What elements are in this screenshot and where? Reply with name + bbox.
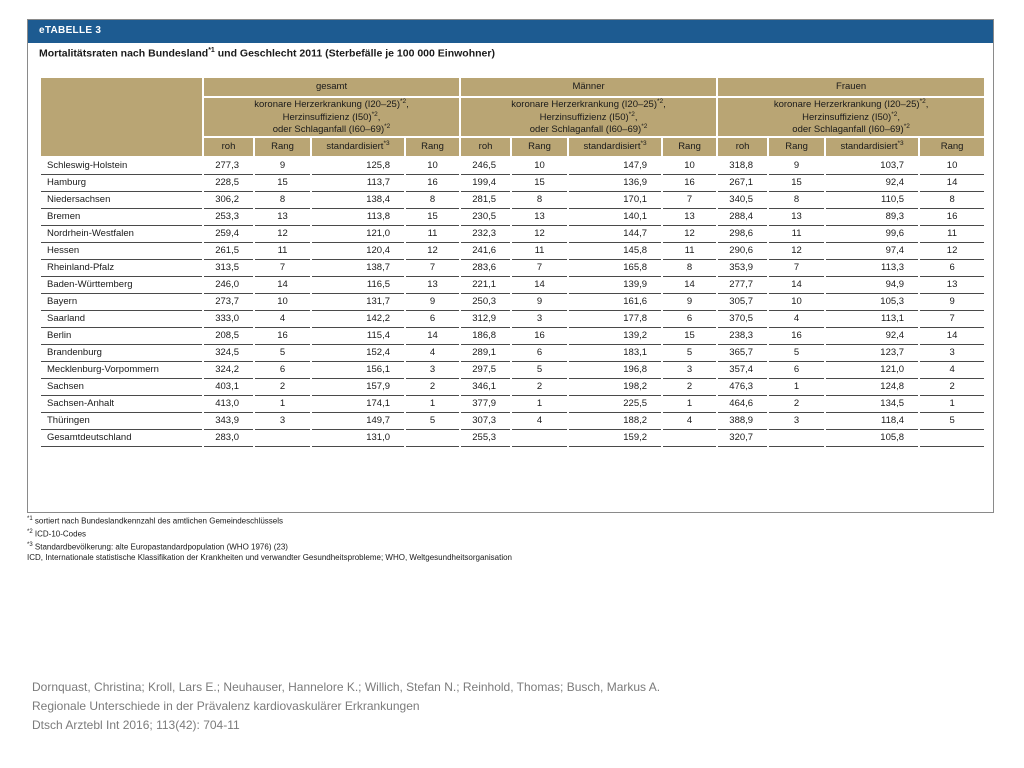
subheader-roh: roh — [203, 137, 254, 157]
value-cell: 97,4 — [825, 242, 919, 259]
value-cell: 170,1 — [568, 191, 662, 208]
row-label: Bremen — [40, 208, 203, 225]
value-cell: 333,0 — [203, 310, 254, 327]
footnote-text: ICD-10-Codes — [32, 529, 87, 539]
rank-cell: 2 — [511, 378, 568, 395]
value-cell: 476,3 — [717, 378, 768, 395]
rank-cell: 8 — [768, 191, 825, 208]
rank-cell: 14 — [919, 174, 985, 191]
row-label: Brandenburg — [40, 344, 203, 361]
rank-cell: 1 — [768, 378, 825, 395]
rank-cell: 11 — [919, 225, 985, 242]
value-cell: 261,5 — [203, 242, 254, 259]
row-label: Thüringen — [40, 412, 203, 429]
row-label: Mecklenburg-Vorpommern — [40, 361, 203, 378]
group-title-gesamt: gesamt — [203, 77, 460, 97]
table-row — [40, 361, 985, 378]
rank-cell: 7 — [919, 310, 985, 327]
value-cell: 208,5 — [203, 327, 254, 344]
footnotes — [27, 514, 512, 564]
rank-cell: 15 — [768, 174, 825, 191]
value-cell: 283,6 — [460, 259, 511, 276]
value-cell: 188,2 — [568, 412, 662, 429]
value-cell: 183,1 — [568, 344, 662, 361]
footnote-ref: *2 — [399, 98, 407, 105]
rank-cell: 7 — [405, 259, 460, 276]
group-description-line: koronare Herzerkrankung (I20–25) — [511, 99, 658, 111]
header-corner — [40, 77, 203, 157]
value-cell: 246,0 — [203, 276, 254, 293]
value-cell: 149,7 — [311, 412, 405, 429]
value-cell: 324,2 — [203, 361, 254, 378]
subheader-roh: roh — [717, 137, 768, 157]
rank-cell: 16 — [405, 174, 460, 191]
group-description-line: oder Schlaganfall (I60–69) — [792, 124, 904, 136]
footnote — [27, 553, 512, 564]
row-label: Bayern — [40, 293, 203, 310]
rank-cell: 5 — [768, 344, 825, 361]
rank-cell: 9 — [919, 293, 985, 310]
value-cell: 124,8 — [825, 378, 919, 395]
value-cell: 198,2 — [568, 378, 662, 395]
rank-cell: 11 — [662, 242, 717, 259]
row-label: Baden-Württemberg — [40, 276, 203, 293]
table-row — [40, 429, 985, 446]
rank-cell: 8 — [919, 191, 985, 208]
group-description-line: Herzinsuffizienz (I50) — [802, 111, 892, 123]
subheader-standardisiert: standardisiert$^{*3}$ — [568, 137, 662, 157]
footnote-marker: *3 — [27, 542, 33, 549]
value-cell: 238,3 — [717, 327, 768, 344]
rank-cell: 7 — [254, 259, 311, 276]
table-label: eTABELLE 3 — [39, 25, 102, 36]
rank-cell: 11 — [254, 242, 311, 259]
value-cell: 140,1 — [568, 208, 662, 225]
rank-cell: 6 — [405, 310, 460, 327]
rank-cell: 5 — [405, 412, 460, 429]
group-description-line: koronare Herzerkrankung (I20–25) — [254, 99, 400, 111]
value-cell: 283,0 — [203, 429, 254, 446]
rank-cell: 14 — [405, 327, 460, 344]
rank-cell: 16 — [662, 174, 717, 191]
rank-cell: 10 — [254, 293, 311, 310]
rank-cell: 7 — [662, 191, 717, 208]
rank-cell: 12 — [662, 225, 717, 242]
value-cell: 343,9 — [203, 412, 254, 429]
rank-cell: 11 — [511, 242, 568, 259]
value-cell: 105,3 — [825, 293, 919, 310]
table-row — [40, 344, 985, 361]
rank-cell: 16 — [511, 327, 568, 344]
table-row — [40, 412, 985, 429]
value-cell: 139,2 — [568, 327, 662, 344]
subheader-rang: Rang — [919, 137, 985, 157]
footnote-text: sortiert nach Bundeslandkennzahl des amtlichen Gemeindeschlüssels — [32, 516, 284, 526]
rank-cell: 2 — [254, 378, 311, 395]
rank-cell: 4 — [919, 361, 985, 378]
value-cell: 156,1 — [311, 361, 405, 378]
rank-cell — [405, 429, 460, 446]
rank-cell: 15 — [662, 327, 717, 344]
table-row — [40, 276, 985, 293]
footnote-marker: *2 — [27, 529, 33, 536]
footnote-ref: *2 — [641, 123, 648, 131]
rank-cell: 9 — [405, 293, 460, 310]
table-row — [40, 293, 985, 310]
mortality-table — [39, 76, 986, 447]
rank-cell: 4 — [405, 344, 460, 361]
rank-cell: 1 — [919, 395, 985, 412]
value-cell: 277,3 — [203, 157, 254, 175]
rank-cell: 4 — [511, 412, 568, 429]
table-row — [40, 378, 985, 395]
subheader-standardisiert: standardisiert$^{*3}$ — [825, 137, 919, 157]
value-cell: 377,9 — [460, 395, 511, 412]
value-cell: 113,7 — [311, 174, 405, 191]
value-cell: 241,6 — [460, 242, 511, 259]
rank-cell — [662, 429, 717, 446]
rank-cell: 9 — [511, 293, 568, 310]
value-cell: 313,5 — [203, 259, 254, 276]
value-cell: 288,4 — [717, 208, 768, 225]
table-row — [40, 310, 985, 327]
table-row — [40, 191, 985, 208]
table-row — [40, 395, 985, 412]
rank-cell: 1 — [511, 395, 568, 412]
row-label: Saarland — [40, 310, 203, 327]
value-cell: 92,4 — [825, 174, 919, 191]
value-cell: 121,0 — [825, 361, 919, 378]
rank-cell: 14 — [254, 276, 311, 293]
footnote-text: Standardbevölkerung: alte Europastandardpopulation (WHO 1976) (23) — [32, 542, 288, 552]
rank-cell: 10 — [768, 293, 825, 310]
rank-cell: 12 — [768, 242, 825, 259]
rank-cell: 5 — [511, 361, 568, 378]
rank-cell: 9 — [254, 157, 311, 175]
value-cell: 89,3 — [825, 208, 919, 225]
value-cell: 221,1 — [460, 276, 511, 293]
rank-cell: 13 — [919, 276, 985, 293]
value-cell: 145,8 — [568, 242, 662, 259]
value-cell: 228,5 — [203, 174, 254, 191]
rank-cell: 3 — [768, 412, 825, 429]
rank-cell: 14 — [919, 327, 985, 344]
value-cell: 92,4 — [825, 327, 919, 344]
rank-cell: 15 — [254, 174, 311, 191]
rank-cell: 10 — [511, 157, 568, 175]
rank-cell — [511, 429, 568, 446]
table-row — [40, 174, 985, 191]
footnote — [27, 514, 512, 527]
footnote-ref: *2 — [891, 110, 898, 118]
rank-cell: 3 — [254, 412, 311, 429]
value-cell: 413,0 — [203, 395, 254, 412]
value-cell: 324,5 — [203, 344, 254, 361]
footnote-ref: *2 — [903, 123, 910, 131]
rank-cell: 3 — [662, 361, 717, 378]
rank-cell: 5 — [919, 412, 985, 429]
rank-cell: 1 — [662, 395, 717, 412]
rank-cell — [768, 429, 825, 446]
rank-cell: 14 — [511, 276, 568, 293]
rank-cell: 8 — [511, 191, 568, 208]
subheader-rang: Rang — [405, 137, 460, 157]
row-label: Berlin — [40, 327, 203, 344]
row-label: Sachsen-Anhalt — [40, 395, 203, 412]
rank-cell: 16 — [768, 327, 825, 344]
value-cell: 259,4 — [203, 225, 254, 242]
value-cell: 365,7 — [717, 344, 768, 361]
value-cell: 246,5 — [460, 157, 511, 175]
footnote-ref: *2 — [371, 110, 378, 118]
group-title-maenner: Männer — [460, 77, 717, 97]
value-cell: 115,4 — [311, 327, 405, 344]
citation-authors: Dornquast, Christina; Kroll, Lars E.; Neuhauser, Hannelore K.; Willich, Stefan N.; Reinhold, Thomas; Busch, Markus A. — [32, 680, 661, 694]
value-cell: 340,5 — [717, 191, 768, 208]
value-cell: 144,7 — [568, 225, 662, 242]
value-cell: 230,5 — [460, 208, 511, 225]
table-caption: Mortalitätsraten nach Bundesland$^{*1}$ und Geschlecht 2011 (Sterbefälle je 100 000 Einwohner) — [39, 47, 495, 60]
rank-cell: 2 — [405, 378, 460, 395]
value-cell: 138,4 — [311, 191, 405, 208]
rank-cell: 11 — [768, 225, 825, 242]
table-frame — [27, 19, 994, 513]
value-cell: 353,9 — [717, 259, 768, 276]
rank-cell: 6 — [768, 361, 825, 378]
value-cell: 273,7 — [203, 293, 254, 310]
value-cell: 152,4 — [311, 344, 405, 361]
rank-cell: 5 — [254, 344, 311, 361]
rank-cell: 6 — [919, 259, 985, 276]
rank-cell: 9 — [662, 293, 717, 310]
value-cell: 464,6 — [717, 395, 768, 412]
value-cell: 174,1 — [311, 395, 405, 412]
value-cell: 267,1 — [717, 174, 768, 191]
group-description: koronare Herzerkrankung $(I20-25)^{*2}$, Herzinsuffizienz $(I50)^{*2}$, oder Schlaganfall $(I60-69)^{*2}$ — [460, 97, 717, 137]
value-cell: 110,5 — [825, 191, 919, 208]
footnote-ref: *3 — [640, 140, 647, 148]
value-cell: 131,0 — [311, 429, 405, 446]
value-cell: 142,2 — [311, 310, 405, 327]
value-cell: 113,8 — [311, 208, 405, 225]
value-cell: 186,8 — [460, 327, 511, 344]
value-cell: 306,2 — [203, 191, 254, 208]
value-cell: 136,9 — [568, 174, 662, 191]
rank-cell: 13 — [662, 208, 717, 225]
rank-cell: 4 — [768, 310, 825, 327]
rank-cell — [254, 429, 311, 446]
rank-cell: 13 — [405, 276, 460, 293]
table-row — [40, 157, 985, 175]
rank-cell: 9 — [768, 157, 825, 175]
rank-cell: 14 — [768, 276, 825, 293]
footnote — [27, 527, 512, 540]
value-cell: 139,9 — [568, 276, 662, 293]
row-label: Sachsen — [40, 378, 203, 395]
footnote-marker: *1 — [27, 516, 33, 522]
rank-cell: 6 — [254, 361, 311, 378]
rank-cell — [919, 429, 985, 446]
value-cell: 346,1 — [460, 378, 511, 395]
group-description: koronare Herzerkrankung $(I20-25)^{*2}$, Herzinsuffizienz $(I50)^{*2}$, oder Schlaganfall $(I60-69)^{*2}$ — [717, 97, 985, 137]
row-label: Hessen — [40, 242, 203, 259]
row-label: Niedersachsen — [40, 191, 203, 208]
value-cell: 159,2 — [568, 429, 662, 446]
group-description-line: Herzinsuffizienz (I50) — [539, 111, 629, 123]
value-cell: 403,1 — [203, 378, 254, 395]
group-description: koronare Herzerkrankung $(I20-25)^{*2}$, Herzinsuffizienz $(I50)^{*2}$, oder Schlaganfall $(I60-69)^{*2}$ — [203, 97, 460, 137]
footnote-ref: *2 — [628, 110, 635, 118]
rank-cell: 3 — [511, 310, 568, 327]
value-cell: 232,3 — [460, 225, 511, 242]
value-cell: 99,6 — [825, 225, 919, 242]
value-cell: 134,5 — [825, 395, 919, 412]
value-cell: 290,6 — [717, 242, 768, 259]
rank-cell: 16 — [254, 327, 311, 344]
citation-journal: Dtsch Arztebl Int 2016; 113(42): 704-11 — [32, 718, 240, 732]
subheader-rang: Rang — [768, 137, 825, 157]
group-description-line: koronare Herzerkrankung (I20–25) — [773, 99, 920, 111]
rank-cell: 12 — [511, 225, 568, 242]
value-cell: 138,7 — [311, 259, 405, 276]
row-label: Rheinland-Pfalz — [40, 259, 203, 276]
value-cell: 121,0 — [311, 225, 405, 242]
value-cell: 298,6 — [717, 225, 768, 242]
value-cell: 305,7 — [717, 293, 768, 310]
rank-cell: 12 — [919, 242, 985, 259]
footnote-text: ICD, Internationale statistische Klassifikation der Krankheiten und verwandter Gesundheitsprobleme; WHO, Weltgesundheitsorganisation — [27, 553, 512, 563]
subheader-rang: Rang — [254, 137, 311, 157]
value-cell: 225,5 — [568, 395, 662, 412]
rank-cell: 3 — [405, 361, 460, 378]
value-cell: 357,4 — [717, 361, 768, 378]
value-cell: 125,8 — [311, 157, 405, 175]
rank-cell: 8 — [662, 259, 717, 276]
rank-cell: 6 — [511, 344, 568, 361]
rank-cell: 15 — [405, 208, 460, 225]
value-cell: 118,4 — [825, 412, 919, 429]
rank-cell: 2 — [919, 378, 985, 395]
rank-cell: 7 — [768, 259, 825, 276]
rank-cell: 8 — [405, 191, 460, 208]
value-cell: 307,3 — [460, 412, 511, 429]
value-cell: 281,5 — [460, 191, 511, 208]
value-cell: 157,9 — [311, 378, 405, 395]
row-label: Hamburg — [40, 174, 203, 191]
rank-cell: 4 — [254, 310, 311, 327]
footnote-ref: *3 — [383, 140, 390, 148]
rank-cell: 5 — [662, 344, 717, 361]
table-row — [40, 259, 985, 276]
rank-cell: 3 — [919, 344, 985, 361]
rank-cell: 6 — [662, 310, 717, 327]
rank-cell: 11 — [405, 225, 460, 242]
table-label-bar — [28, 20, 993, 43]
value-cell: 370,5 — [717, 310, 768, 327]
value-cell: 318,8 — [717, 157, 768, 175]
footnote-ref: *2 — [657, 98, 664, 105]
group-description-line: oder Schlaganfall (I60–69) — [529, 124, 642, 136]
table-row — [40, 208, 985, 225]
value-cell: 161,6 — [568, 293, 662, 310]
value-cell: 320,7 — [717, 429, 768, 446]
table-row — [40, 242, 985, 259]
rank-cell: 2 — [662, 378, 717, 395]
group-description-line: oder Schlaganfall (I60–69) — [272, 124, 385, 136]
value-cell: 199,4 — [460, 174, 511, 191]
row-label: Schleswig-Holstein — [40, 157, 203, 175]
value-cell: 113,1 — [825, 310, 919, 327]
rank-cell: 15 — [511, 174, 568, 191]
rank-cell: 12 — [405, 242, 460, 259]
rank-cell: 8 — [254, 191, 311, 208]
footnote-ref: *2 — [384, 123, 391, 131]
value-cell: 253,3 — [203, 208, 254, 225]
value-cell: 177,8 — [568, 310, 662, 327]
footnote — [27, 540, 512, 553]
subheader-standardisiert: standardisiert$^{*3}$ — [311, 137, 405, 157]
rank-cell: 12 — [254, 225, 311, 242]
value-cell: 196,8 — [568, 361, 662, 378]
rank-cell: 7 — [511, 259, 568, 276]
subheader-roh: roh — [460, 137, 511, 157]
rank-cell: 1 — [254, 395, 311, 412]
value-cell: 120,4 — [311, 242, 405, 259]
footnote-ref: *3 — [897, 140, 904, 148]
footnote-ref: *2 — [919, 98, 926, 105]
citation-title: Regionale Unterschiede in der Prävalenz kardiovaskulärer Erkrankungen — [32, 699, 420, 713]
rank-cell: 4 — [662, 412, 717, 429]
value-cell: 113,3 — [825, 259, 919, 276]
group-description-line: Herzinsuffizienz (I50) — [282, 111, 372, 123]
value-cell: 123,7 — [825, 344, 919, 361]
value-cell: 297,5 — [460, 361, 511, 378]
value-cell: 147,9 — [568, 157, 662, 175]
value-cell: 94,9 — [825, 276, 919, 293]
subheader-rang: Rang — [511, 137, 568, 157]
group-title-frauen: Frauen — [717, 77, 985, 97]
row-label: Gesamtdeutschland — [40, 429, 203, 446]
rank-cell: 13 — [254, 208, 311, 225]
rank-cell: 16 — [919, 208, 985, 225]
rank-cell: 13 — [511, 208, 568, 225]
citation — [32, 678, 660, 735]
rank-cell: 10 — [405, 157, 460, 175]
value-cell: 277,7 — [717, 276, 768, 293]
rank-cell: 10 — [662, 157, 717, 175]
table-row — [40, 327, 985, 344]
rank-cell: 13 — [768, 208, 825, 225]
value-cell: 105,8 — [825, 429, 919, 446]
value-cell: 255,3 — [460, 429, 511, 446]
value-cell: 388,9 — [717, 412, 768, 429]
table-row — [40, 225, 985, 242]
value-cell: 250,3 — [460, 293, 511, 310]
value-cell: 312,9 — [460, 310, 511, 327]
value-cell: 165,8 — [568, 259, 662, 276]
rank-cell: 10 — [919, 157, 985, 175]
value-cell: 289,1 — [460, 344, 511, 361]
rank-cell: 2 — [768, 395, 825, 412]
rank-cell: 14 — [662, 276, 717, 293]
value-cell: 116,5 — [311, 276, 405, 293]
row-label: Nordrhein-Westfalen — [40, 225, 203, 242]
value-cell: 131,7 — [311, 293, 405, 310]
rank-cell: 1 — [405, 395, 460, 412]
subheader-rang: Rang — [662, 137, 717, 157]
value-cell: 103,7 — [825, 157, 919, 175]
